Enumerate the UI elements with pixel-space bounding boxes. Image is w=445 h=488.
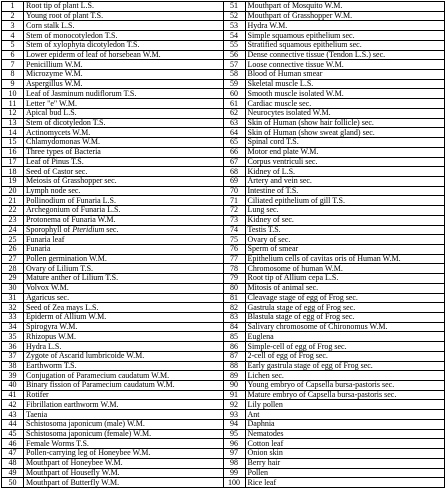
table-row: [2, 147, 445, 157]
item-number: 68: [223, 167, 245, 177]
item-number: 55: [223, 40, 245, 50]
item-number: 91: [223, 390, 245, 400]
item-name: Cardiac muscle sec.: [245, 99, 445, 109]
item-number: 44: [2, 419, 24, 429]
item-number: 12: [2, 108, 24, 118]
item-name: Taenia: [24, 410, 224, 420]
item-number: 50: [2, 478, 24, 488]
item-name: Mouthpart of Honeybee W.M.: [24, 458, 224, 468]
item-number: 8: [2, 70, 24, 80]
table-row: [2, 303, 445, 313]
item-name: Archegonium of Funaria L.S.: [24, 206, 224, 216]
item-number: 7: [2, 60, 24, 70]
item-number: 23: [2, 215, 24, 225]
item-number: 41: [2, 390, 24, 400]
item-name: Funaria leaf: [24, 235, 224, 245]
item-name: Protonema of Funaria W.M.: [24, 215, 224, 225]
item-name: Binary fission of Paramecium caudatum W.M.: [24, 381, 224, 391]
item-number: 24: [2, 225, 24, 235]
item-number: 97: [223, 449, 245, 459]
item-name: Stem of monocotyledon T.S.: [24, 31, 224, 41]
item-number: 30: [2, 283, 24, 293]
item-number: 59: [223, 79, 245, 89]
item-name: Motor end plate W.M.: [245, 147, 445, 157]
item-number: 100: [223, 478, 245, 488]
item-number: 75: [223, 235, 245, 245]
item-number: 74: [223, 225, 245, 235]
table-row: [2, 50, 445, 60]
item-name: Intestine of T.S.: [245, 186, 445, 196]
table-row: [2, 410, 445, 420]
table-row: [2, 429, 445, 439]
table-row: [2, 60, 445, 70]
item-number: 46: [2, 439, 24, 449]
item-name: Letter "e" W.M.: [24, 99, 224, 109]
item-number: 90: [223, 381, 245, 391]
item-number: 40: [2, 381, 24, 391]
item-name: Gastrula stage of egg of Frog sec.: [245, 303, 445, 313]
item-number: 14: [2, 128, 24, 138]
item-name: Onion skin: [245, 449, 445, 459]
table-row: [2, 458, 445, 468]
item-number: 19: [2, 176, 24, 186]
item-number: 21: [2, 196, 24, 206]
item-name: Mature embryo of Capsella bursa-pastoris sec.: [245, 390, 445, 400]
table-row: [2, 21, 445, 31]
item-name: Mature anther of Lilium T.S.: [24, 274, 224, 284]
item-name: Simple-cell of egg of Frog sec.: [245, 342, 445, 352]
item-name: Cotton leaf: [245, 439, 445, 449]
item-name: Mouthpart of Mosquito W.M.: [245, 2, 445, 12]
table-row: [2, 89, 445, 99]
item-name: Schistosoma japonicum (female) W.M.: [24, 429, 224, 439]
item-name: Blastula stage of egg of Frog sec.: [245, 313, 445, 323]
item-number: 10: [2, 89, 24, 99]
item-number: 26: [2, 244, 24, 254]
table-row: [2, 11, 445, 21]
item-number: 69: [223, 176, 245, 186]
item-number: 29: [2, 274, 24, 284]
item-number: 49: [2, 468, 24, 478]
item-number: 94: [223, 419, 245, 429]
item-number: 31: [2, 293, 24, 303]
item-name: Seed of Zea mays L.S.: [24, 303, 224, 313]
table-row: [2, 138, 445, 148]
table-row: [2, 254, 445, 264]
item-number: 95: [223, 429, 245, 439]
table-row: [2, 99, 445, 109]
item-name: Mitosis of animal sec.: [245, 283, 445, 293]
item-number: 57: [223, 60, 245, 70]
table-row: [2, 361, 445, 371]
item-number: 66: [223, 147, 245, 157]
item-number: 11: [2, 99, 24, 109]
item-name: Chlamydomonas W.M.: [24, 138, 224, 148]
item-number: 64: [223, 128, 245, 138]
slide-list-rows: [2, 2, 445, 488]
table-row: [2, 371, 445, 381]
item-number: 6: [2, 50, 24, 60]
item-number: 34: [2, 322, 24, 332]
item-name: Testis T.S.: [245, 225, 445, 235]
item-name: Sporophyll of Pteridium sec.: [24, 225, 224, 235]
item-number: 38: [2, 361, 24, 371]
item-number: 92: [223, 400, 245, 410]
item-name: Lily pollen: [245, 400, 445, 410]
item-number: 43: [2, 410, 24, 420]
item-number: 20: [2, 186, 24, 196]
slide-list-table: [1, 1, 445, 488]
item-name: Pollinodium of Funaria L.S.: [24, 196, 224, 206]
table-row: [2, 351, 445, 361]
item-name: Pollen germination W.M.: [24, 254, 224, 264]
item-name: Schistosoma japonicum (male) W.M.: [24, 419, 224, 429]
item-name: Stem of dicotyledon T.S.: [24, 118, 224, 128]
item-name: Seed of Castor sec.: [24, 167, 224, 177]
item-name: Spirogyra W.M.: [24, 322, 224, 332]
item-name: Apical bud L.S.: [24, 108, 224, 118]
item-number: 51: [223, 2, 245, 12]
table-row: [2, 381, 445, 391]
slide-list-sheet: [1, 1, 444, 487]
item-number: 93: [223, 410, 245, 420]
item-number: 96: [223, 439, 245, 449]
item-name: Skin of Human (show sweat gland) sec.: [245, 128, 445, 138]
item-number: 45: [2, 429, 24, 439]
item-name: Daphnia: [245, 419, 445, 429]
item-number: 81: [223, 293, 245, 303]
item-number: 65: [223, 138, 245, 148]
item-number: 15: [2, 138, 24, 148]
table-row: [2, 128, 445, 138]
item-number: 36: [2, 342, 24, 352]
item-name: Pollen: [245, 468, 445, 478]
item-number: 62: [223, 108, 245, 118]
table-row: [2, 196, 445, 206]
item-name: Rhizopus W.M.: [24, 332, 224, 342]
item-number: 22: [2, 206, 24, 216]
item-number: 37: [2, 351, 24, 361]
item-name: Kidney of sec.: [245, 215, 445, 225]
item-name: Lymph node sec.: [24, 186, 224, 196]
item-name: Berry hair: [245, 458, 445, 468]
item-name: Chromosome of human W.M.: [245, 264, 445, 274]
item-name: Female Worms T.S.: [24, 439, 224, 449]
item-number: 52: [223, 11, 245, 21]
item-name: Penicillium W.M.: [24, 60, 224, 70]
item-number: 60: [223, 89, 245, 99]
table-row: [2, 186, 445, 196]
item-number: 56: [223, 50, 245, 60]
item-number: 78: [223, 264, 245, 274]
item-number: 61: [223, 99, 245, 109]
item-name: Mouthpart of Butterfly W.M.: [24, 478, 224, 488]
item-name: Skin of Human (show hair follicle) sec.: [245, 118, 445, 128]
item-name: Salivary chromosome of Chironomus W.M.: [245, 322, 445, 332]
item-name: Pollen-carrying leg of Honeybee W.M.: [24, 449, 224, 459]
item-number: 1: [2, 2, 24, 12]
item-name: Skeletal muscle L.S.: [245, 79, 445, 89]
table-row: [2, 283, 445, 293]
item-name: Stem of xylophyta dicotyledon T.S.: [24, 40, 224, 50]
table-row: [2, 79, 445, 89]
table-row: [2, 439, 445, 449]
item-name: Actinomycets W.M.: [24, 128, 224, 138]
table-row: [2, 274, 445, 284]
item-name: Funaria: [24, 244, 224, 254]
item-name: Loose connective tissue W.M.: [245, 60, 445, 70]
item-name: Mouthpart of Housefly W.M.: [24, 468, 224, 478]
table-row: [2, 176, 445, 186]
item-name: Epiderm of Allium W.M.: [24, 313, 224, 323]
item-name: Lower epiderm of leaf of horsebean W.M.: [24, 50, 224, 60]
item-number: 9: [2, 79, 24, 89]
item-name: Young root of plant T.S.: [24, 11, 224, 21]
table-row: [2, 108, 445, 118]
item-number: 70: [223, 186, 245, 196]
table-row: [2, 244, 445, 254]
item-name: Rotifer: [24, 390, 224, 400]
table-row: [2, 40, 445, 50]
table-row: [2, 167, 445, 177]
item-number: 3: [2, 21, 24, 31]
table-row: [2, 70, 445, 80]
table-row: [2, 264, 445, 274]
item-number: 77: [223, 254, 245, 264]
item-name: Hydra W.M.: [245, 21, 445, 31]
item-name: Three types of Bacteria: [24, 147, 224, 157]
item-name: Corpus ventriculi sec.: [245, 157, 445, 167]
table-row: [2, 31, 445, 41]
item-number: 42: [2, 400, 24, 410]
item-number: 4: [2, 31, 24, 41]
table-row: [2, 419, 445, 429]
table-row: [2, 478, 445, 488]
item-number: 35: [2, 332, 24, 342]
item-number: 27: [2, 254, 24, 264]
table-row: [2, 293, 445, 303]
item-number: 25: [2, 235, 24, 245]
table-row: [2, 332, 445, 342]
table-row: [2, 157, 445, 167]
item-name: Lung sec.: [245, 206, 445, 216]
item-name: Nematodes: [245, 429, 445, 439]
table-row: [2, 468, 445, 478]
item-number: 98: [223, 458, 245, 468]
item-name: Young embryo of Capsella bursa-pastoris sec.: [245, 381, 445, 391]
item-name: Ciliated epithelium of gill T.S.: [245, 196, 445, 206]
item-number: 76: [223, 244, 245, 254]
item-number: 2: [2, 11, 24, 21]
item-name: Hydra L.S.: [24, 342, 224, 352]
item-number: 99: [223, 468, 245, 478]
item-number: 47: [2, 449, 24, 459]
item-name: Spinal cord T.S.: [245, 138, 445, 148]
item-number: 48: [2, 458, 24, 468]
item-number: 73: [223, 215, 245, 225]
item-name: Early gastrula stage of egg of Frog sec.: [245, 361, 445, 371]
table-row: [2, 235, 445, 245]
item-name: Smooth muscle isolated W.M.: [245, 89, 445, 99]
item-name: Artery and vein sec.: [245, 176, 445, 186]
item-name: Blood of Human smear: [245, 70, 445, 80]
item-number: 28: [2, 264, 24, 274]
item-name: Kidney of L.S.: [245, 167, 445, 177]
item-number: 58: [223, 70, 245, 80]
item-name: Earthworm T.S.: [24, 361, 224, 371]
item-number: 32: [2, 303, 24, 313]
item-name: Zygote of Ascarid lumbricoide W.M.: [24, 351, 224, 361]
item-name: Conjugation of Paramecium caudatum W.M.: [24, 371, 224, 381]
item-name: 2-cell of egg of Frog sec.: [245, 351, 445, 361]
item-number: 86: [223, 342, 245, 352]
item-name: Root tip of plant L.S.: [24, 2, 224, 12]
table-row: [2, 215, 445, 225]
item-name: Volvox W.M.: [24, 283, 224, 293]
table-row: [2, 206, 445, 216]
table-row: [2, 390, 445, 400]
table-row: [2, 118, 445, 128]
item-name: Ant: [245, 410, 445, 420]
item-name: Stratified squamous epithelium sec.: [245, 40, 445, 50]
item-number: 79: [223, 274, 245, 284]
item-number: 71: [223, 196, 245, 206]
item-name: Epithelium cells of cavitas oris of Human W.M.: [245, 254, 445, 264]
item-number: 82: [223, 303, 245, 313]
item-name: Corn stalk L.S.: [24, 21, 224, 31]
item-number: 53: [223, 21, 245, 31]
item-number: 33: [2, 313, 24, 323]
table-row: [2, 313, 445, 323]
item-name: Sperm of smear: [245, 244, 445, 254]
item-name: Euglena: [245, 332, 445, 342]
table-row: [2, 2, 445, 12]
item-name: Leaf of Pinus T.S.: [24, 157, 224, 167]
item-name: Agaricus sec.: [24, 293, 224, 303]
table-row: [2, 449, 445, 459]
item-name: Lichen sec.: [245, 371, 445, 381]
item-name: Neurocytes isolated W.M.: [245, 108, 445, 118]
item-number: 63: [223, 118, 245, 128]
item-name: Mouthpart of Grasshopper W.M.: [245, 11, 445, 21]
item-name: Ovary of Lilium T.S.: [24, 264, 224, 274]
item-number: 84: [223, 322, 245, 332]
item-number: 5: [2, 40, 24, 50]
table-row: [2, 322, 445, 332]
table-row: [2, 400, 445, 410]
item-number: 13: [2, 118, 24, 128]
item-number: 89: [223, 371, 245, 381]
item-name: Microzyme W.M.: [24, 70, 224, 80]
item-number: 87: [223, 351, 245, 361]
table-row: [2, 225, 445, 235]
item-name: Meiosis of Grasshopper sec.: [24, 176, 224, 186]
item-name: Ovary of sec.: [245, 235, 445, 245]
item-number: 16: [2, 147, 24, 157]
item-name: Dense connective tissue (Tendon L.S.) sec.: [245, 50, 445, 60]
item-number: 54: [223, 31, 245, 41]
item-name: Fibrillation earthworm W.M.: [24, 400, 224, 410]
table-row: [2, 342, 445, 352]
item-number: 85: [223, 332, 245, 342]
item-number: 83: [223, 313, 245, 323]
item-number: 17: [2, 157, 24, 167]
item-number: 72: [223, 206, 245, 216]
item-name: Simple squamous epithelium sec.: [245, 31, 445, 41]
item-name: Aspergillus W.M.: [24, 79, 224, 89]
item-number: 80: [223, 283, 245, 293]
item-name: Leaf of Jasminum nudiflorum T.S.: [24, 89, 224, 99]
item-name: Rice leaf: [245, 478, 445, 488]
item-number: 88: [223, 361, 245, 371]
item-number: 39: [2, 371, 24, 381]
item-number: 67: [223, 157, 245, 167]
item-name: Cleavage stage of egg of Frog sec.: [245, 293, 445, 303]
item-number: 18: [2, 167, 24, 177]
item-name: Root tip of Allium cepa L.S.: [245, 274, 445, 284]
